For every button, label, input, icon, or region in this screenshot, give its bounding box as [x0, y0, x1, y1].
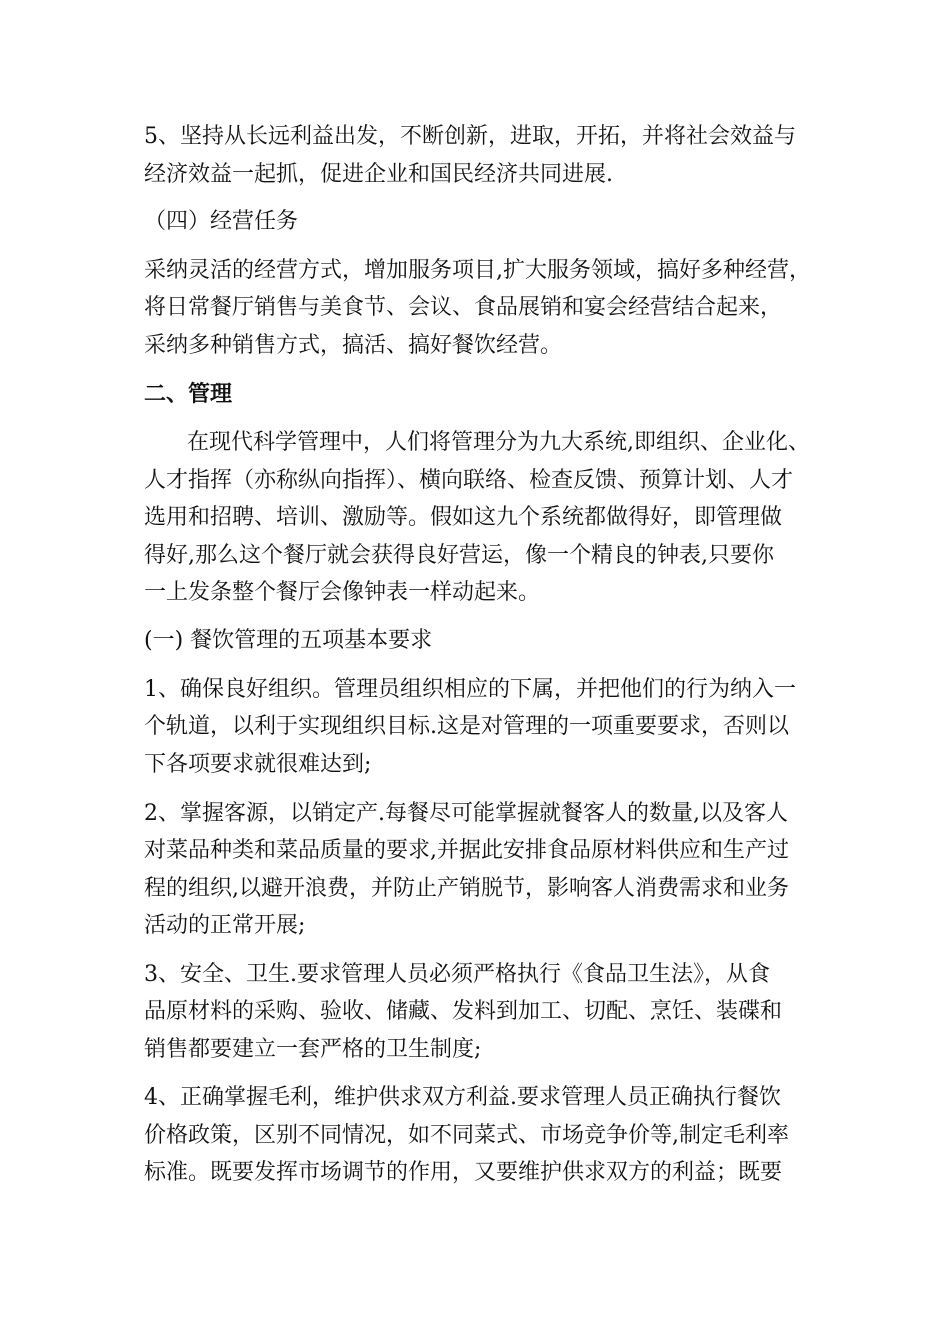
text-line: 采纳多种销售方式，搞活、搞好餐饮经营。 [144, 333, 563, 358]
text-line: 1、确保良好组织。管理员组织相应的下属，并把他们的行为纳入一 [144, 677, 796, 702]
text-line: 4、正确掌握毛利，维护供求双方利益.要求管理人员正确执行餐饮 [144, 1085, 781, 1110]
text-line: 选用和招聘、培训、激励等。假如这九个系统都做得好，即管理做 [144, 505, 783, 530]
section-heading: (一) 餐饮管理的五项基本要求 [144, 628, 433, 653]
text-line: 品原材料的采购、验收、储藏、发料到加工、切配、烹饪、装碟和 [144, 999, 783, 1024]
text-line: 经济效益一起抓，促进企业和国民经济共同进展. [144, 162, 613, 187]
text-line: 5、坚持从长远利益出发，不断创新，进取，开拓，并将社会效益与 [144, 124, 796, 149]
chapter-heading: 二、管理 [144, 382, 233, 407]
text-line: 个轨道，以利于实现组织目标.这是对管理的一项重要要求，否则以 [144, 714, 789, 739]
text-line: 2、掌握客源，以销定产.每餐尽可能掌握就餐客人的数量,以及客人 [144, 801, 788, 826]
text-line: 采纳灵活的经营方式，增加服务项目,扩大服务领域，搞好多种经营， [144, 258, 811, 283]
text-line: 得好,那么这个餐厅就会获得良好营运，像一个精良的钟表,只要你 [144, 543, 774, 568]
text-line: 标准。既要发挥市场调节的作用，又要维护供求双方的利益；既要 [144, 1160, 783, 1185]
text-line: 活动的正常开展; [144, 913, 306, 938]
text-line: 一上发条整个餐厅会像钟表一样动起来。 [144, 580, 541, 605]
text-line: 下各项要求就很难达到; [144, 752, 372, 777]
text-line: 对菜品种类和菜品质量的要求,并据此安排食品原材料供应和生产过 [144, 838, 789, 863]
text-line: 销售都要建立一套严格的卫生制度; [144, 1037, 482, 1062]
text-line: 在现代科学管理中，人们将管理分为九大系统,即组织、企业化、 [187, 430, 810, 455]
text-line: 价格政策，区别不同情况，如不同菜式、市场竞争价等,制定毛利率 [144, 1123, 789, 1148]
text-line: 3、安全、卫生.要求管理人员必须严格执行《食品卫生法》，从食 [144, 962, 770, 987]
text-line: 将日常餐厅销售与美食节、会议、食品展销和宴会经营结合起来， [144, 295, 783, 320]
text-line: 程的组织,以避开浪费，并防止产销脱节，影响客人消费需求和业务 [144, 876, 789, 901]
text-line: 人才指挥（亦称纵向指挥）、横向联络、检查反馈、预算计划、人才 [144, 468, 794, 493]
section-heading: （四）经营任务 [144, 209, 299, 234]
